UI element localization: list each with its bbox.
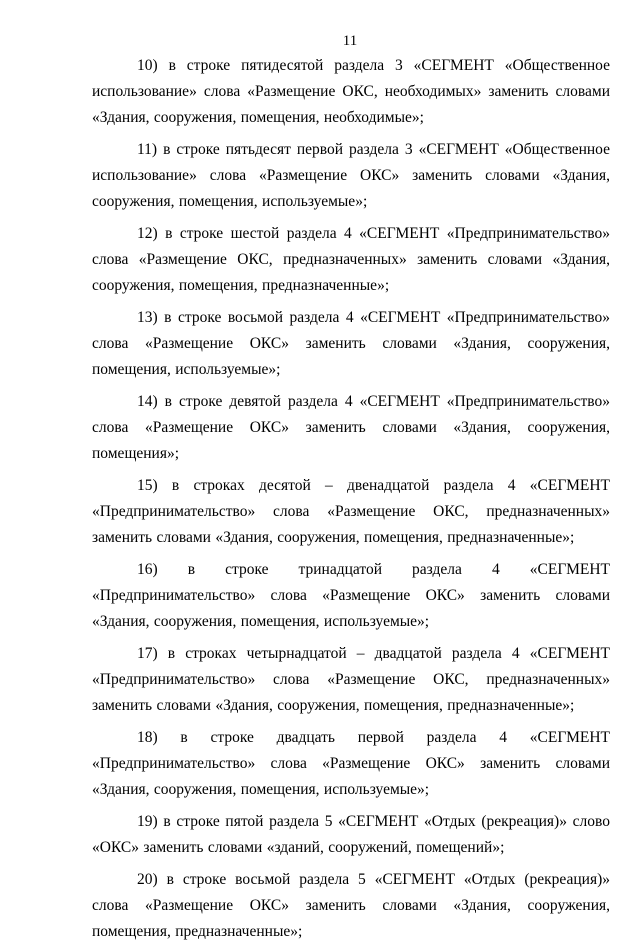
paragraph-item-18: 18) в строке двадцать первой раздела 4 «СЕГМЕНТ «Предпринимательство» слова «Размещение ОКС» заменить словами «Здания, сооружения, помещения, используемые»; [92, 729, 610, 798]
paragraph-item-17: 17) в строках четырнадцатой – двадцатой раздела 4 «СЕГМЕНТ «Предпринимательство» слова «Размещение ОКС, предназначенных» заменить словами «Здания, сооружения, помещения, предназначенные»; [92, 645, 610, 714]
paragraph-item-15: 15) в строках десятой – двенадцатой раздела 4 «СЕГМЕНТ «Предпринимательство» слова «Размещение ОКС, предназначенных» заменить словами «Здания, сооружения, помещения, предназначенные»; [92, 477, 610, 546]
paragraph-item-12: 12) в строке шестой раздела 4 «СЕГМЕНТ «Предпринимательство» слова «Размещение ОКС, предназначенных» заменить словами «Здания, сооружения, помещения, предназначенные»; [92, 225, 610, 294]
paragraph-item-13: 13) в строке восьмой раздела 4 «СЕГМЕНТ «Предпринимательство» слова «Размещение ОКС» заменить словами «Здания, сооружения, помещения, используемые»; [92, 309, 610, 378]
paragraph-item-14: 14) в строке девятой раздела 4 «СЕГМЕНТ «Предпринимательство» слова «Размещение ОКС» заменить словами «Здания, сооружения, помещения»; [92, 393, 610, 462]
paragraph-item-20: 20) в строке восьмой раздела 5 «СЕГМЕНТ «Отдых (рекреация)» слова «Размещение ОКС» заменить словами «Здания, сооружения, помещения, предназначенные»; [92, 871, 610, 940]
paragraph-item-10: 10) в строке пятидесятой раздела 3 «СЕГМЕНТ «Общественное использование» слова «Размещение ОКС, необходимых» заменить словами «Здания, сооружения, помещения, необходимые»; [92, 57, 610, 126]
paragraph-item-19: 19) в строке пятой раздела 5 «СЕГМЕНТ «Отдых (рекреация)» слово «ОКС» заменить словами «зданий, сооружений, помещений»; [92, 813, 610, 856]
paragraph-item-11: 11) в строке пятьдесят первой раздела 3 «СЕГМЕНТ «Общественное использование» слова «Размещение ОКС» заменить словами «Здания, сооружения, помещения, используемые»; [92, 141, 610, 210]
paragraph-item-16: 16) в строке тринадцатой раздела 4 «СЕГМЕНТ «Предпринимательство» слова «Размещение ОКС» заменить словами «Здания, сооружения, помещения, используемые»; [92, 561, 610, 630]
page-number: 11 [342, 33, 358, 49]
document-body [92, 53, 610, 951]
